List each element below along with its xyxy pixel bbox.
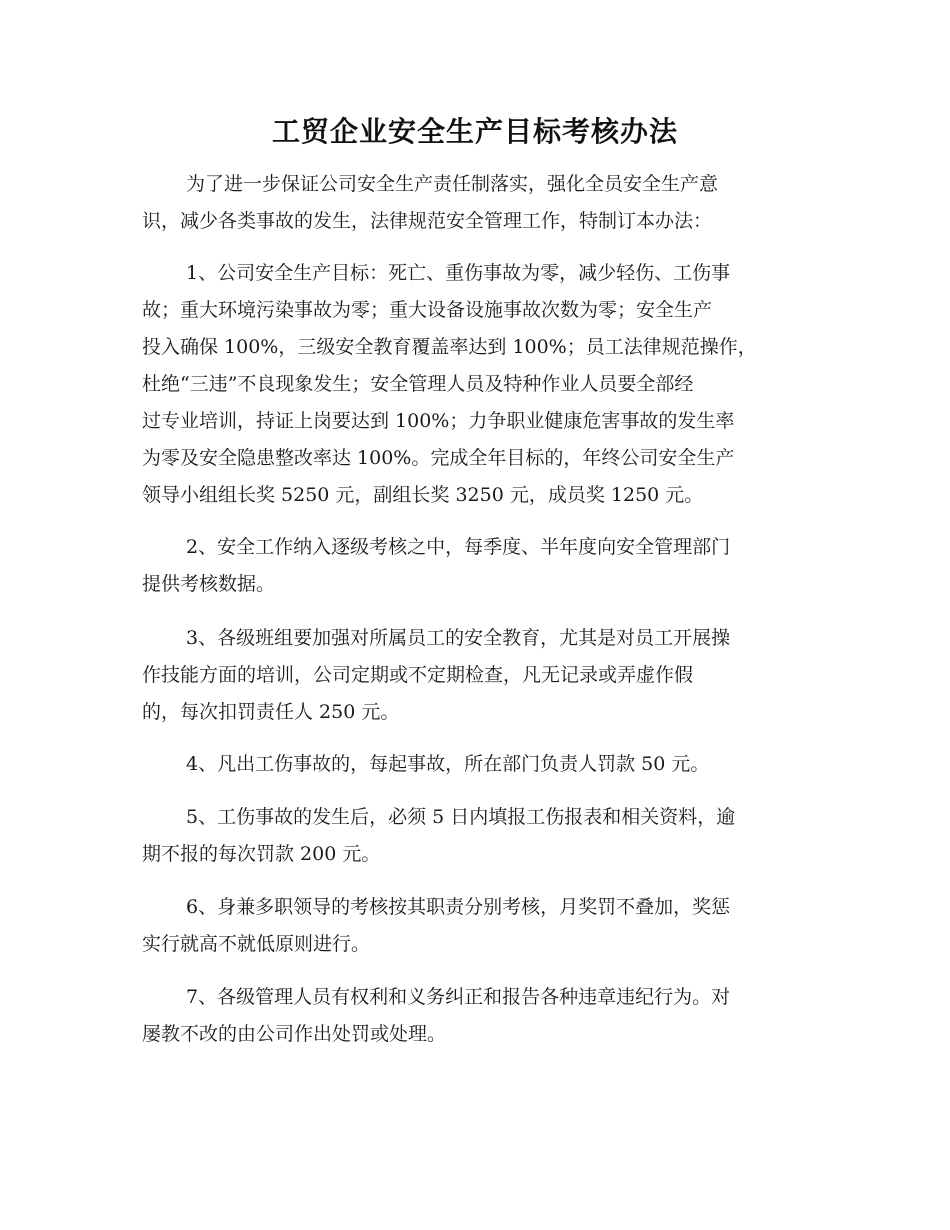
paragraph-line: 期不报的每次罚款 200 元。 (142, 843, 381, 865)
paragraph-line: 3、各级班组要加强对所属员工的安全教育，尤其是对员工开展操 (186, 627, 731, 649)
paragraph-line: 为零及安全隐患整改率达 100%。完成全年目标的，年终公司安全生产 (142, 447, 735, 469)
paragraph-line: 2、安全工作纳入逐级考核之中，每季度、半年度向安全管理部门 (186, 536, 731, 558)
paragraph-line: 杜绝“三违”不良现象发生；安全管理人员及特种作业人员要全部经 (142, 373, 694, 395)
clause-2-paragraph (142, 529, 808, 603)
paragraph-line: 的，每次扣罚责任人 250 元。 (142, 701, 400, 723)
paragraph-line: 投入确保 100%，三级安全教育覆盖率达到 100%；员工法律规范操作， (142, 336, 757, 358)
clause-5-paragraph (142, 799, 808, 873)
clause-6-paragraph (142, 889, 808, 963)
paragraph-line: 6、身兼多职领导的考核按其职责分别考核，月奖罚不叠加，奖惩 (186, 896, 731, 918)
paragraph-line: 领导小组组长奖 5250 元，副组长奖 3250 元，成员奖 1250 元。 (142, 484, 704, 506)
paragraph-line: 过专业培训，持证上岗要达到 100%；力争职业健康危害事故的发生率 (142, 410, 735, 432)
paragraph-line: 7、各级管理人员有权利和义务纠正和报告各种违章违纪行为。对 (186, 986, 731, 1008)
paragraph-line: 为了进一步保证公司安全生产责任制落实，强化全员安全生产意 (186, 173, 719, 195)
paragraph-line: 作技能方面的培训，公司定期或不定期检查，凡无记录或弄虚作假 (142, 664, 694, 686)
paragraph-line: 屡教不改的由公司作出处罚或处理。 (142, 1023, 447, 1045)
document-title: 工贸企业安全生产目标考核办法 (271, 115, 678, 148)
paragraph-line: 识，减少各类事故的发生，法律规范安全管理工作，特制订本办法： (142, 210, 713, 232)
clause-1-paragraph (142, 255, 808, 514)
paragraph-line: 4、凡出工伤事故的，每起事故，所在部门负责人罚款 50 元。 (186, 753, 710, 775)
clause-4-paragraph (142, 746, 808, 783)
paragraph-line: 5、工伤事故的发生后，必须 5 日内填报工伤报表和相关资料，逾 (186, 806, 736, 828)
paragraph-line: 故；重大环境污染事故为零；重大设备设施事故次数为零；安全生产 (142, 299, 713, 321)
paragraph-line: 1、公司安全生产目标：死亡、重伤事故为零，减少轻伤、工伤事 (186, 262, 731, 284)
clause-3-paragraph (142, 620, 808, 731)
paragraph-line: 提供考核数据。 (142, 573, 276, 595)
intro-paragraph (142, 166, 808, 240)
paragraph-line: 实行就高不就低原则进行。 (142, 933, 371, 955)
clause-7-paragraph (142, 979, 808, 1053)
